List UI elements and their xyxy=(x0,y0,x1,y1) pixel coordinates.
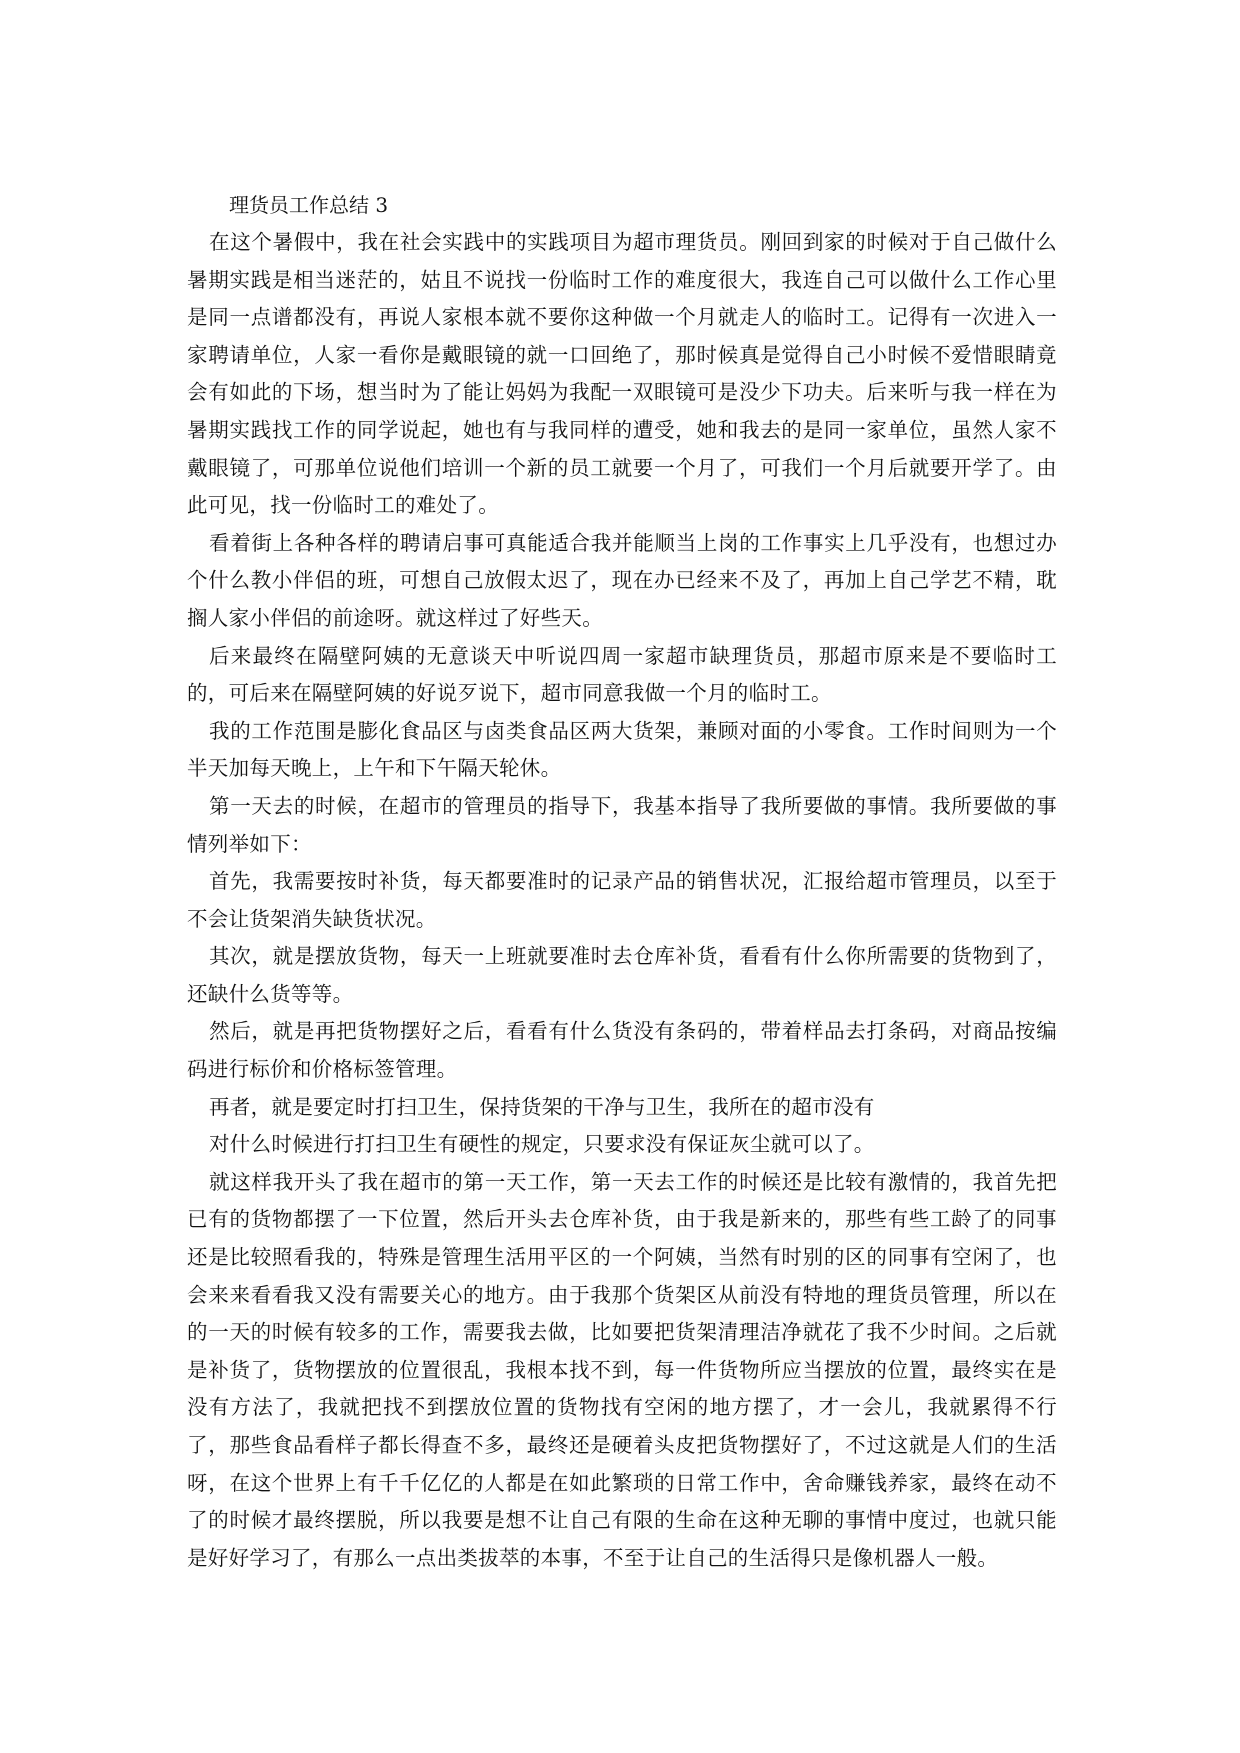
paragraph-7: 其次，就是摆放货物，每天一上班就要准时去仓库补货，看看有什么你所需要的货物到了，还缺什么货等等。 xyxy=(187,944,1057,1006)
paragraph-9: 再者，就是要定时打扫卫生，保持货架的干净与卫生，我所在的超市没有 xyxy=(209,1094,875,1119)
paragraph-6: 首先，我需要按时补货，每天都要准时的记录产品的销售状况，汇报给超市管理员，以至于不会让货架消失缺货状况。 xyxy=(187,869,1057,931)
paragraph-5: 第一天去的时候，在超市的管理员的指导下，我基本指导了我所要做的事情。我所要做的事情列举如下： xyxy=(187,793,1057,856)
paragraph-8: 然后，就是再把货物摆好之后，看看有什么货没有条码的，带着样品去打条码，对商品按编码进行标价和价格标签管理。 xyxy=(187,1019,1057,1082)
paragraph-3: 后来最终在隔壁阿姨的无意谈天中听说四周一家超市缺理货员，那超市原来是不要临时工的，可后来在隔壁阿姨的好说歹说下，超市同意我做一个月的临时工。 xyxy=(187,643,1057,706)
paragraph-2: 看着街上各种各样的聘请启事可真能适合我并能顺当上岗的工作事实上几乎没有，也想过办个什么教小伴侣的班，可想自己放假太迟了，现在办已经来不及了，再加上自己学艺不精，耽搁人家小伴侣的前途呀。就这样过了好些天。 xyxy=(187,530,1057,630)
paragraph-11: 就这样我开头了我在超市的第一天工作，第一天去工作的时候还是比较有激情的，我首先把已有的货物都摆了一下位置，然后开头去仓库补货，由于我是新来的，那些有些工龄了的同事还是比较照看我的，特殊是管理生活用平区的一个阿姨，当然有时别的区的同事有空闲了，也会来来看看我又没有需要关心的地方。由于我那个货架区从前没有特地的理货员管理，所以在的一天的时候有较多的工作，需要我去做，比如要把货架清理洁净就花了我不少时间。之后就是补货了，货物摆放的位置很乱，我根本找不到，每一件货物所应当摆放的位置，最终实在是没有方法了，我就把找不到摆放位置的货物找有空闲的地方摆了，才一会儿，我就累得不行了，那些食品看样子都长得查不多，最终还是硬着头皮把货物摆好了，不过这就是人们的生活呀，在这个世界上有千千亿亿的人都是在如此繁琐的日常工作中，舍命赚钱养家，最终在动不了的时候才最终摆脱，所以我要是想不让自己有限的生命在这种无聊的事情中度过，也就只能是好好学习了，有那么一点出类拔萃的本事，不至于让自己的生活得只是像机器人一般。 xyxy=(187,1169,1057,1570)
paragraph-1: 在这个暑假中，我在社会实践中的实践项目为超市理货员。刚回到家的时候对于自己做什么暑期实践是相当迷茫的，姑且不说找一份临时工作的难度很大，我连自己可以做什么工作心里是同一点谱都没有，再说人家根本就不要你这种做一个月就走人的临时工。记得有一次进入一家聘请单位，人家一看你是戴眼镜的就一口回绝了，那时候真是觉得自己小时候不爱惜眼睛竟会有如此的下场，想当时为了能让妈妈为我配一双眼镜可是没少下功夫。后来听与我一样在为暑期实践找工作的同学说起，她也有与我同样的遭受，她和我去的是同一家单位，虽然人家不戴眼镜了，可那单位说他们培训一个新的员工就要一个月了，可我们一个月后就要开学了。由此可见，找一份临时工的难处了。 xyxy=(187,230,1057,518)
paragraph-10: 对什么时候进行打扫卫生有硬性的规定，只要求没有保证灰尘就可以了。 xyxy=(209,1132,875,1157)
document-body xyxy=(187,186,1057,1577)
document-title: 理货员工作总结 3 xyxy=(229,193,389,217)
paragraph-4: 我的工作范围是膨化食品区与卤类食品区两大货架，兼顾对面的小零食。工作时间则为一个半天加每天晚上，上午和下午隔天轮休。 xyxy=(187,718,1057,781)
